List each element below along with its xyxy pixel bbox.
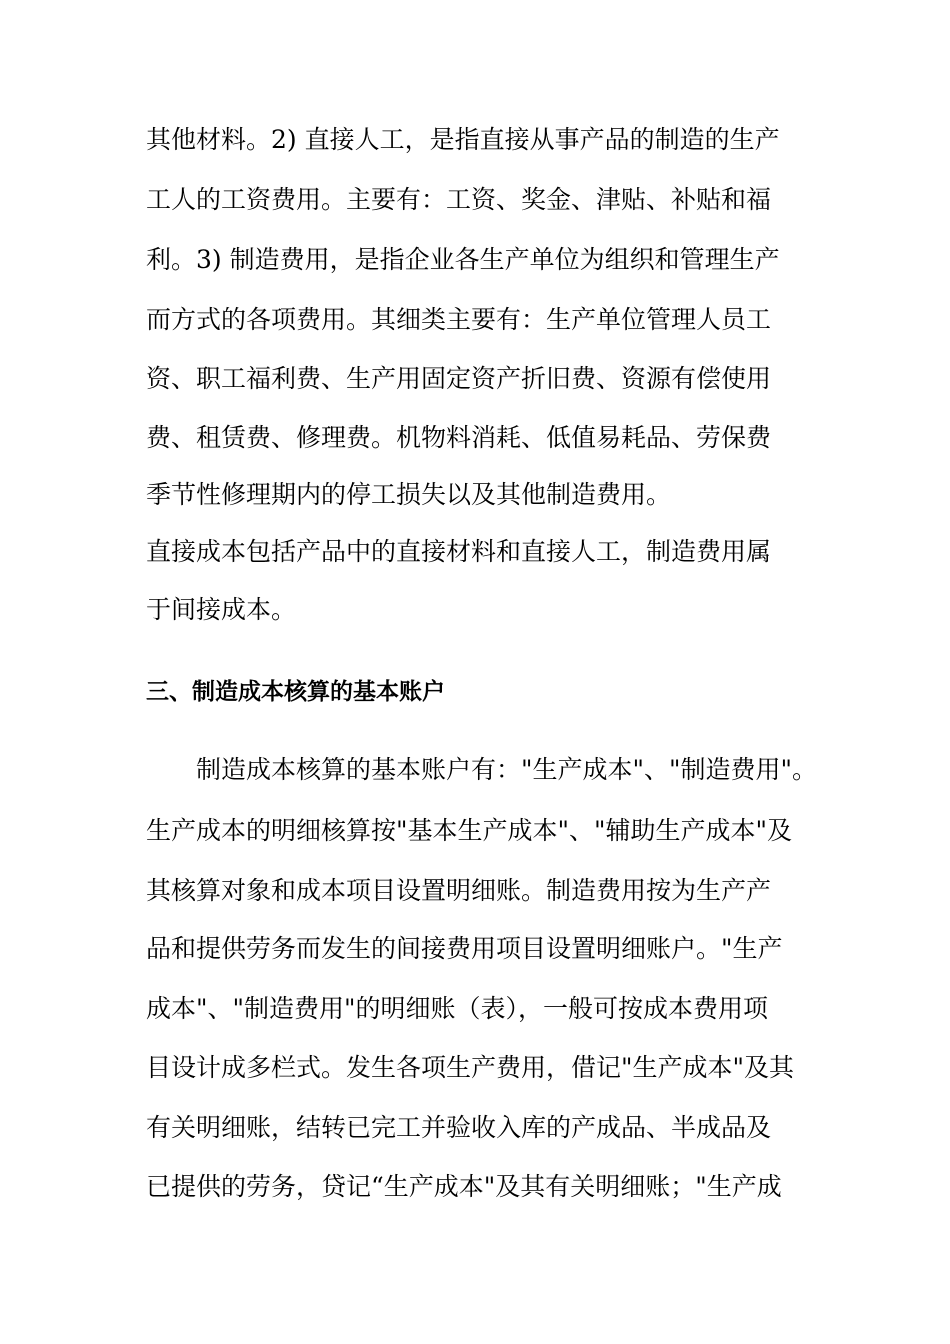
- text-line: 于间接成本。: [146, 595, 297, 624]
- text-line: 生产成本的明细核算按"基本生产成本"、"辅助生产成本"及: [146, 816, 792, 845]
- section-heading: 三、制造成本核算的基本账户: [146, 679, 445, 705]
- text-line: 费、租赁费、修理费。机物料消耗、低值易耗品、劳保费: [146, 423, 772, 452]
- text-line: 品和提供劳务而发生的间接费用项目设置明细账户。"生产: [146, 934, 783, 963]
- text-line: 季节性修理期内的停工损失以及其他制造费用。: [146, 480, 672, 509]
- text-line: 资、职工福利费、生产用固定资产折旧费、资源有偿使用: [146, 364, 772, 393]
- text-line: 成本"、"制造费用"的明细账（表），一般可按成本费用项: [146, 994, 768, 1023]
- text-line: 其他材料。2) 直接人工，是指直接从事产品的制造的生产: [146, 125, 780, 154]
- text-line: 直接成本包括产品中的直接材料和直接人工，制造费用属: [146, 537, 772, 566]
- text-line: 有关明细账，结转已完工并验收入库的产成品、半成品及: [146, 1113, 772, 1142]
- text-line: 而方式的各项费用。其细类主要有：生产单位管理人员工: [146, 305, 772, 334]
- text-line: 工人的工资费用。主要有：工资、奖金、津贴、补贴和福: [146, 185, 772, 214]
- text-line: 制造成本核算的基本账户有："生产成本"、"制造费用"。: [196, 755, 817, 784]
- text-line: 目设计成多栏式。发生各项生产费用，借记"生产成本"及其: [146, 1053, 795, 1082]
- text-line: 已提供的劳务，贷记“生产成本"及其有关明细账；"生产成: [146, 1172, 782, 1201]
- text-line: 其核算对象和成本项目设置明细账。制造费用按为生产产: [146, 876, 772, 905]
- text-line: 利。3) 制造费用，是指企业各生产单位为组织和管理生产: [146, 245, 780, 274]
